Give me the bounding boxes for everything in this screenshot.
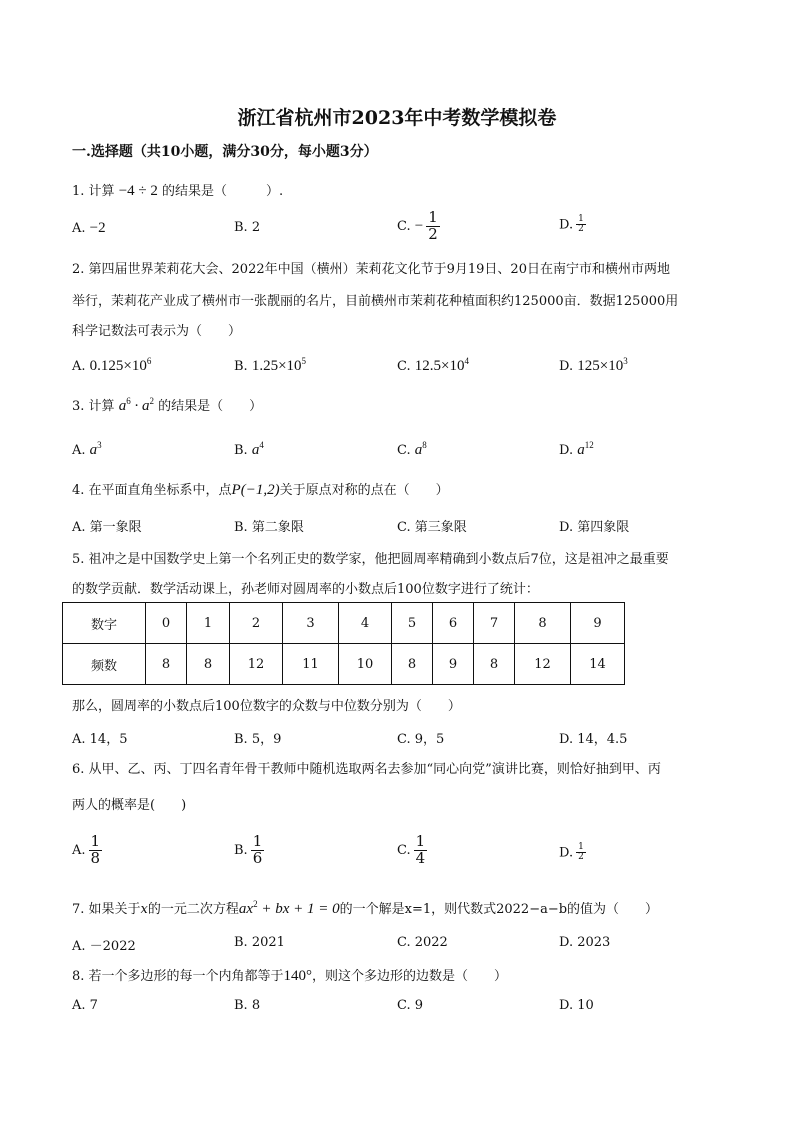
q6-line-2: 两人的概率是( ) (72, 798, 187, 813)
q4-option-c[interactable]: C. 第三象限 (397, 520, 467, 535)
q1-prefix: 1. 计算 (72, 184, 115, 199)
q7-option-b[interactable]: B. 2021 (234, 935, 285, 950)
table-row (63, 603, 625, 644)
q8-option-a[interactable]: A. 7 (72, 998, 98, 1013)
q1-suffix: 的结果是（ ）. (162, 184, 284, 199)
q5-option-b[interactable]: B. 5，9 (234, 732, 282, 747)
q5-line-1: 5. 祖冲之是中国数学史上第一个名列正史的数学家，他把圆周率精确到小数点后7位，这是祖冲之最重要 (72, 552, 669, 567)
q5-line-3: 那么，圆周率的小数点后100位数字的众数与中位数分别为（ ） (72, 699, 461, 714)
q3-option-c[interactable]: C. $a^8$ (397, 440, 427, 458)
table-row-label: 数字 (63, 603, 146, 644)
table-cell: 8 (146, 644, 187, 685)
table-cell: 9 (571, 603, 625, 644)
q1-option-a[interactable]: A. −2 (72, 220, 106, 236)
table-cell: 9 (433, 644, 474, 685)
q2-option-d[interactable]: D. $125\times 10^3$ (559, 356, 628, 374)
table-cell: 6 (433, 603, 474, 644)
q6-option-c[interactable]: C. $\frac{1}{4}$ (397, 832, 426, 867)
table-cell: 8 (474, 644, 515, 685)
table-cell: 1 (187, 603, 230, 644)
section-heading: 一.选择题（共10小题，满分30分，每小题3分） (72, 144, 378, 160)
q6-option-d[interactable]: D. $\frac{1}{2}$ (559, 842, 584, 863)
q8-option-c[interactable]: C. 9 (397, 998, 424, 1013)
question-8: 8. 若一个多边形的每一个内角都等于140°，则这个多边形的边数是（ ） (72, 968, 508, 984)
q2-option-c[interactable]: C. $12.5\times 10^4$ (397, 356, 469, 374)
frequency-table (62, 602, 625, 685)
q3-option-d[interactable]: D. $a^{12}$ (559, 440, 594, 458)
question-3: 3. 计算 $a^6 \cdot a^2$ 的结果是（ ） (72, 396, 263, 414)
q5-option-a[interactable]: A. 14，5 (72, 732, 128, 747)
table-cell: 10 (339, 644, 392, 685)
table-row (63, 644, 625, 685)
q2-line-2: 举行，茉莉花产业成了横州市一张靓丽的名片，目前横州市茉莉花种植面积约125000亩．数据125000用 (72, 294, 679, 309)
q5-line-2: 的数学贡献．数学活动课上，孙老师对圆周率的小数点后100位数字进行了统计： (72, 582, 539, 597)
q2-option-b[interactable]: B. $1.25\times 10^5$ (234, 356, 307, 374)
q1-option-c[interactable]: C. − $\frac{1}{2}$ (397, 208, 438, 243)
q1-option-b[interactable]: B. 2 (234, 220, 261, 235)
table-cell: 7 (474, 603, 515, 644)
table-cell: 8 (515, 603, 571, 644)
q6-option-a[interactable]: A. $\frac{1}{8}$ (72, 832, 101, 867)
question-7: 7. 如果关于x的一元二次方程$ax^2$ + bx + 1 = 0的一个解是x=1，则代数式2022−a−b的值为（ ） (72, 899, 659, 917)
q4-option-b[interactable]: B. 第二象限 (234, 520, 304, 535)
q2-option-a[interactable]: A. $0.125\times 10^6$ (72, 356, 152, 374)
q8-option-d[interactable]: D. 10 (559, 998, 594, 1013)
q2-line-3: 科学记数法可表示为（ ） (72, 324, 242, 339)
table-cell: 14 (571, 644, 625, 685)
q7-option-c[interactable]: C. 2022 (397, 935, 448, 950)
table-cell: 5 (392, 603, 433, 644)
table-cell: 8 (392, 644, 433, 685)
q6-option-b[interactable]: B. $\frac{1}{6}$ (234, 832, 263, 867)
page-title: 浙江省杭州市2023年中考数学模拟卷 (237, 107, 557, 129)
table-cell: 12 (515, 644, 571, 685)
question-4: 4. 在平面直角坐标系中，点P(−1,2)关于原点对称的点在（ ） (72, 482, 449, 498)
q2-line-1: 2. 第四届世界茉莉花大会、2022年中国（横州）茉莉花文化节于9月19日、20日在南宁市和横州市两地 (72, 262, 670, 277)
q3-option-a[interactable]: A. $a^3$ (72, 440, 102, 458)
q1-option-d[interactable]: D. $\frac{1}{2}$ (559, 214, 584, 235)
q7-option-a[interactable]: A. －2022 (72, 939, 136, 954)
q4-option-a[interactable]: A. 第一象限 (72, 520, 142, 535)
q5-option-d[interactable]: D. 14，4.5 (559, 732, 628, 747)
q3-option-b[interactable]: B. $a^4$ (234, 440, 264, 458)
q1-expression: −4 ÷ 2 (118, 183, 158, 199)
q5-option-c[interactable]: C. 9，5 (397, 732, 445, 747)
q8-option-b[interactable]: B. 8 (234, 998, 261, 1013)
table-cell: 0 (146, 603, 187, 644)
q4-option-d[interactable]: D. 第四象限 (559, 520, 630, 535)
table-cell: 11 (283, 644, 339, 685)
table-cell: 3 (283, 603, 339, 644)
table-cell: 2 (230, 603, 283, 644)
table-cell: 8 (187, 644, 230, 685)
table-cell: 12 (230, 644, 283, 685)
q7-option-d[interactable]: D. 2023 (559, 935, 611, 950)
table-row-label: 频数 (63, 644, 146, 685)
table-cell: 4 (339, 603, 392, 644)
question-1 (72, 180, 283, 200)
q6-line-1: 6. 从甲、乙、丙、丁四名青年骨干教师中随机选取两名去参加“同心向党”演讲比赛，则恰好抽到甲、丙 (72, 762, 661, 777)
